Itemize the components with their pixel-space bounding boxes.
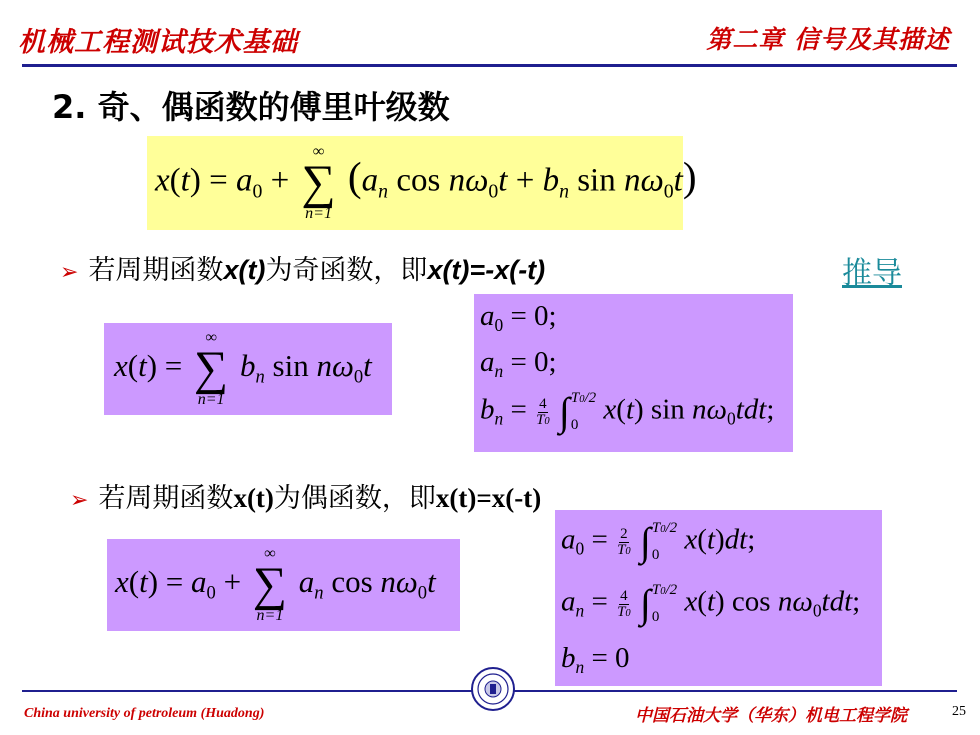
even-series-formula: $x(t) = a_0$ + ∞ ∑ n=1 $a_n$ $\cos n\omega_0t$ — [107, 539, 460, 631]
bullet-arrow-icon: ➢ — [70, 488, 89, 513]
slide-heading: 2. 奇、偶函数的傅里叶级数 — [52, 88, 450, 126]
header-divider — [22, 64, 957, 67]
odd-coefficients: $a_0 = 0$; $a_n = 0$; $b_n$ = $\frac{4}{T0}$ ∫ T0/2 0 x(t) $\sin n\omega_0tdt$; — [474, 294, 793, 452]
footer-university-en: China university of petroleum (Huadong) — [24, 706, 265, 721]
summation-symbol: ∞ ∑ n=1 — [301, 143, 336, 222]
chapter-title: 第二章 信号及其描述 — [706, 25, 950, 54]
bullet-arrow-icon: ➢ — [60, 260, 79, 285]
page-number: 25 — [952, 704, 966, 719]
course-title: 机械工程测试技术基础 — [18, 27, 298, 58]
even-function-bullet: ➢ 若周期函数x(t)为偶函数，即x(t)=x(-t) — [70, 483, 542, 514]
even-coefficients: $a_0$ = $\frac{2}{T0}$ ∫ T0/2 0 x(t)dt; $a_n$ = $\frac{4}{T0}$ ∫ T0/2 0 x(t) $\cos n\omega_0tdt$; $b_n = 0$ — [555, 510, 882, 686]
odd-function-bullet: ➢ 若周期函数x(t)为奇函数，即x(t)=-x(-t) — [60, 255, 546, 286]
derive-link[interactable]: 推导 — [842, 256, 902, 291]
odd-series-formula: x(t) = ∞ ∑ n=1 $b_n$ $\sin n\omega_0t$ — [104, 323, 392, 415]
university-seal-icon — [470, 666, 516, 712]
fourier-series-formula: $x(t) = a_0$ + ∞ ∑ n=1 ($a_n$ $\cos n\omega_0t + b_n$ $\sin n\omega_0t$) — [147, 136, 683, 230]
footer-university-cn: 中国石油大学（华东）机电工程学院 — [635, 706, 907, 726]
